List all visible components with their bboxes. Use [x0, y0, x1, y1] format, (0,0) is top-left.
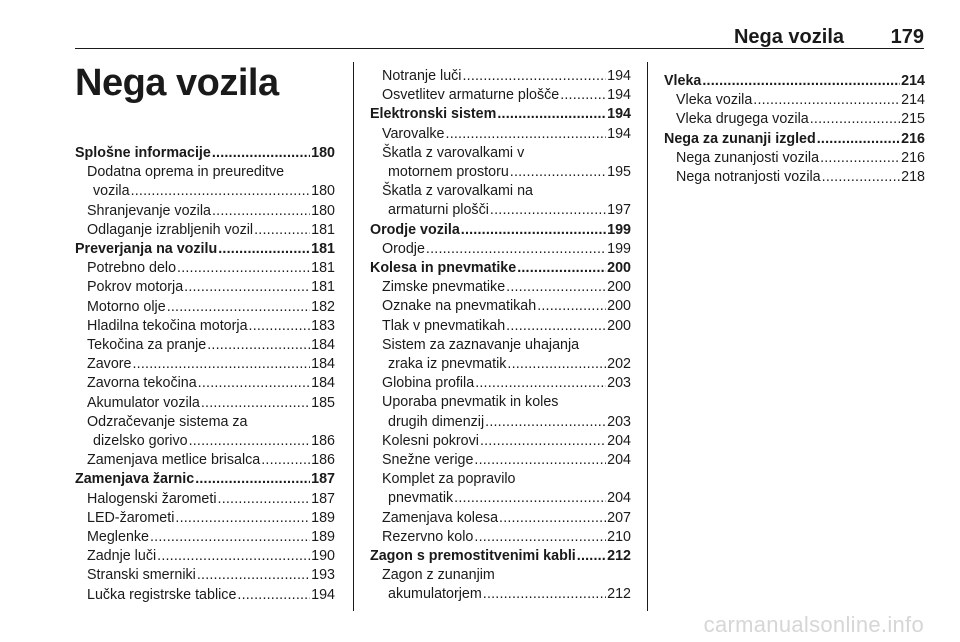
toc-entry[interactable]: [75, 528, 335, 547]
dot-leader: [184, 278, 310, 297]
toc-entry[interactable]: [75, 259, 335, 278]
dot-leader: [820, 149, 900, 168]
toc-page-number: 195: [607, 164, 631, 181]
toc-page-number: 194: [607, 87, 631, 104]
toc-entry-label: Osvetlitev armaturne plošče: [382, 87, 560, 104]
toc-entry[interactable]: [75, 586, 335, 605]
toc-entry-line: Dodatna oprema in preureditve: [87, 164, 285, 181]
toc-entry[interactable]: [75, 547, 335, 566]
toc-entry[interactable]: [370, 297, 631, 316]
toc-page-number: 193: [311, 567, 335, 584]
dot-leader: [212, 202, 310, 221]
dot-leader: [454, 489, 606, 508]
toc-entry-label: pnevmatik: [388, 490, 454, 507]
toc-page-number: 186: [311, 452, 335, 469]
dot-leader: [218, 240, 310, 259]
dot-leader: [475, 374, 606, 393]
toc-entry[interactable]: [75, 374, 335, 393]
toc-page-number: 190: [311, 548, 335, 565]
toc-entry-label: Halogenski žarometi: [87, 490, 217, 507]
toc-section[interactable]: [75, 470, 335, 489]
toc-entry[interactable]: [75, 490, 335, 509]
toc-section[interactable]: [664, 72, 925, 91]
toc-entry[interactable]: [75, 298, 335, 317]
toc-page-number: 202: [607, 356, 631, 373]
toc-page-number: 189: [311, 509, 335, 526]
toc-entry-label: Zamenjava metlice brisalca: [87, 452, 261, 469]
toc-entry[interactable]: [370, 278, 631, 297]
dot-leader: [177, 259, 310, 278]
toc-entry[interactable]: [370, 432, 631, 451]
toc-page-number: 200: [607, 298, 631, 315]
dot-leader: [577, 547, 606, 566]
dot-leader: [426, 240, 606, 259]
toc-entry-label: LED-žarometi: [87, 509, 175, 526]
toc-entry-label: Meglenke: [87, 529, 149, 546]
toc-entry[interactable]: [664, 110, 925, 129]
toc-entry-label: motornem prostoru: [388, 164, 509, 181]
toc-entry[interactable]: [370, 451, 631, 470]
toc-entry-label: Orodje: [382, 240, 425, 257]
toc-entry-label: Lučka registrske tablice: [87, 586, 237, 603]
toc-page-number: 182: [311, 298, 335, 315]
toc-entry-label: zraka iz pnevmatik: [388, 356, 507, 373]
toc-page-number: 200: [607, 279, 631, 296]
toc-entry[interactable]: [664, 168, 925, 187]
toc-page-number: 215: [901, 111, 925, 128]
toc-page-number: 181: [311, 221, 335, 238]
toc-page-number: 181: [311, 260, 335, 277]
toc-page-number: 214: [901, 92, 925, 109]
toc-page-number: 194: [311, 586, 335, 603]
toc-entry-label: Globina profila: [382, 375, 475, 392]
toc-column-2: [370, 67, 631, 605]
dot-leader: [261, 451, 310, 470]
toc-entry-label: Tekočina za pranje: [87, 337, 207, 354]
dot-leader: [133, 355, 311, 374]
toc-page-number: 185: [311, 394, 335, 411]
dot-leader: [461, 221, 606, 240]
dot-leader: [462, 67, 606, 86]
toc-entry[interactable]: [370, 125, 631, 144]
dot-leader: [212, 144, 310, 163]
dot-leader: [157, 547, 310, 566]
dot-leader: [810, 110, 900, 129]
dot-leader: [483, 585, 606, 604]
dot-leader: [497, 105, 606, 124]
toc-page-number: 180: [311, 183, 335, 200]
toc-entry[interactable]: [75, 182, 335, 201]
dot-leader: [560, 86, 606, 105]
toc-page-number: 200: [607, 260, 631, 277]
dot-leader: [218, 490, 311, 509]
toc-entry-label: Zadnje luči: [87, 548, 157, 565]
toc-entry[interactable]: [75, 317, 335, 336]
page-title: Nega vozila: [75, 62, 279, 104]
toc-entry[interactable]: [75, 509, 335, 528]
toc-page-number: 189: [311, 529, 335, 546]
toc-entry-label: drugih dimenzij: [388, 413, 485, 430]
dot-leader: [198, 374, 310, 393]
dot-leader: [195, 470, 310, 489]
toc-entry[interactable]: [370, 201, 631, 220]
toc-entry[interactable]: [370, 86, 631, 105]
page-number: 179: [890, 26, 924, 48]
toc-page-number: 204: [607, 490, 631, 507]
toc-entry-line: Komplet za popravilo: [382, 471, 516, 488]
toc-entry-label: Zavorna tekočina: [87, 375, 197, 392]
toc-page-number: 183: [311, 317, 335, 334]
toc-entry[interactable]: [75, 336, 335, 355]
toc-section[interactable]: [664, 130, 925, 149]
toc-section[interactable]: [75, 240, 335, 259]
toc-entry[interactable]: [370, 585, 631, 604]
toc-section[interactable]: [370, 221, 631, 240]
toc-entry[interactable]: [370, 163, 631, 182]
toc-entry-label: Oznake na pnevmatikah: [382, 298, 537, 315]
toc-entry-label: Vleka drugega vozila: [676, 111, 809, 128]
header-divider: [75, 48, 924, 49]
toc-page-number: 200: [607, 317, 631, 334]
toc-entry-label: Orodje vozila: [370, 221, 460, 238]
toc-page-number: 199: [607, 221, 631, 238]
toc-page-number: 186: [311, 433, 335, 450]
toc-entry-label: Pokrov motorja: [87, 279, 184, 296]
toc-section[interactable]: [370, 259, 631, 278]
dot-leader: [506, 278, 606, 297]
toc-entry-label: Elektronski sistem: [370, 106, 497, 123]
dot-leader: [167, 298, 310, 317]
toc-entry-label: Preverjanja na vozilu: [75, 241, 218, 258]
dot-leader: [197, 566, 310, 585]
dot-leader: [537, 297, 606, 316]
dot-leader: [249, 317, 311, 336]
toc-entry-label: Vleka: [664, 73, 702, 89]
toc-entry-label: vozila: [93, 183, 130, 200]
dot-leader: [201, 394, 310, 413]
dot-leader: [517, 259, 606, 278]
toc-page-number: 199: [607, 240, 631, 257]
toc-entry-label: Potrebno delo: [87, 260, 177, 277]
dot-leader: [753, 91, 900, 110]
toc-entry-label: Kolesa in pnevmatike: [370, 260, 517, 277]
toc-page-number: 184: [311, 375, 335, 392]
toc-entry[interactable]: [370, 374, 631, 393]
toc-page-number: 181: [311, 279, 335, 296]
toc-entry-label: Nega zunanjosti vozila: [676, 149, 820, 166]
toc-entry-label: Rezervno kolo: [382, 528, 474, 545]
toc-entry-label: Varovalke: [382, 125, 445, 142]
dot-leader: [702, 72, 900, 91]
toc-entry[interactable]: [370, 317, 631, 336]
toc-entry[interactable]: [664, 149, 925, 168]
dot-leader: [207, 336, 310, 355]
dot-leader: [499, 509, 606, 528]
dot-leader: [817, 130, 900, 149]
dot-leader: [480, 432, 606, 451]
toc-column-1: [75, 144, 335, 605]
toc-entry-label: Zamenjava žarnic: [75, 471, 195, 488]
toc-page-number: 218: [901, 169, 925, 186]
toc-entry[interactable]: [370, 509, 631, 528]
toc-entry[interactable]: [370, 67, 631, 86]
toc-entry-label: Vleka vozila: [676, 92, 753, 109]
toc-entry[interactable]: [75, 394, 335, 413]
toc-entry-label: Shranjevanje vozila: [87, 202, 211, 219]
toc-page-number: 210: [607, 528, 631, 545]
toc-page-number: 184: [311, 337, 335, 354]
toc-column-3: [664, 72, 925, 187]
toc-entry-label: Odlaganje izrabljenih vozil: [87, 221, 254, 238]
toc-entry-label: armaturni plošči: [388, 202, 489, 219]
dot-leader: [490, 201, 606, 220]
toc-entry[interactable]: [370, 355, 631, 374]
toc-page-number: 194: [607, 106, 631, 123]
toc-entry-label: Stranski smerniki: [87, 567, 196, 584]
dot-leader: [506, 317, 606, 336]
toc-section[interactable]: [370, 547, 631, 566]
toc-page-number: 203: [607, 375, 631, 392]
toc-entry[interactable]: [370, 489, 631, 508]
toc-entry[interactable]: [75, 432, 335, 451]
dot-leader: [822, 168, 901, 187]
watermark: carmanualsonline.info: [703, 612, 924, 637]
toc-entry[interactable]: [664, 91, 925, 110]
toc-page-number: 187: [311, 471, 335, 488]
toc-entry-label: Hladilna tekočina motorja: [87, 317, 248, 334]
toc-section[interactable]: [75, 144, 335, 163]
dot-leader: [237, 586, 310, 605]
toc-page-number: 204: [607, 452, 631, 469]
toc-page-number: 207: [607, 509, 631, 526]
toc-page-number: 181: [311, 241, 335, 258]
toc-entry[interactable]: [370, 240, 631, 259]
toc-entry-line: Uporaba pnevmatik in koles: [382, 394, 559, 411]
toc-page-number: 194: [607, 68, 631, 84]
toc-entry-label: Zamenjava kolesa: [382, 509, 499, 526]
toc-page-number: 212: [607, 586, 631, 603]
dot-leader: [189, 432, 311, 451]
toc-entry-label: Motorno olje: [87, 298, 166, 315]
toc-entry-label: Nega notranjosti vozila: [676, 169, 821, 186]
toc-entry[interactable]: [370, 413, 631, 432]
toc-page-number: 204: [607, 432, 631, 449]
toc-entry-line: Škatla z varovalkami v: [382, 144, 525, 161]
toc-page-number: 203: [607, 413, 631, 430]
toc-entry[interactable]: [75, 221, 335, 240]
dot-leader: [507, 355, 606, 374]
dot-leader: [485, 413, 606, 432]
toc-entry-label: Tlak v pnevmatikah: [382, 317, 506, 334]
toc-entry[interactable]: [75, 566, 335, 585]
dot-leader: [150, 528, 310, 547]
toc-page-number: 194: [607, 125, 631, 142]
toc-page-number: 180: [311, 202, 335, 219]
dot-leader: [254, 221, 310, 240]
toc-entry-label: dizelsko gorivo: [93, 433, 188, 450]
toc-entry-line: Škatla z varovalkami na: [382, 183, 533, 200]
toc-page-number: 197: [607, 202, 631, 219]
toc-page-number: 216: [901, 130, 925, 147]
toc-entry-label: akumulatorjem: [388, 586, 482, 603]
toc-entry-line: Sistem za zaznavanje uhajanja: [382, 336, 580, 353]
toc-section[interactable]: [370, 105, 631, 124]
dot-leader: [446, 125, 607, 144]
toc-page-number: 184: [311, 356, 335, 373]
toc-entry[interactable]: [370, 528, 631, 547]
toc-entry-label: Zavore: [87, 356, 132, 373]
toc-page-number: 216: [901, 149, 925, 166]
toc-entry-label: Nega za zunanji izgled: [664, 130, 816, 147]
toc-entry-label: Notranje luči: [382, 68, 462, 84]
dot-leader: [474, 528, 606, 547]
running-header-title: Nega vozila: [733, 26, 844, 48]
toc-page-number: 214: [901, 73, 925, 89]
toc-page-number: 180: [311, 145, 335, 161]
dot-leader: [510, 163, 606, 182]
page-header: [75, 26, 924, 48]
column-divider-2: [647, 62, 648, 611]
toc-entry-label: Snežne verige: [382, 452, 474, 469]
toc-entry-line: Odzračevanje sistema za: [87, 413, 248, 430]
toc-entry-label: Kolesni pokrovi: [382, 432, 479, 449]
dot-leader: [175, 509, 310, 528]
toc-entry[interactable]: [75, 451, 335, 470]
toc-page-number: 187: [311, 490, 335, 507]
column-divider-1: [353, 62, 354, 611]
toc-entry-line: Zagon z zunanjim: [382, 567, 495, 584]
toc-entry-label: Splošne informacije: [75, 145, 211, 161]
toc-entry[interactable]: [75, 202, 335, 221]
toc-entry-label: Zagon s premostitvenimi kabli: [370, 548, 576, 565]
dot-leader: [474, 451, 606, 470]
dot-leader: [131, 182, 311, 201]
toc-entry[interactable]: [75, 278, 335, 297]
toc-page-number: 212: [607, 548, 631, 565]
toc-entry[interactable]: [75, 355, 335, 374]
toc-entry-label: Zimske pnevmatike: [382, 279, 506, 296]
toc-entry-label: Akumulator vozila: [87, 394, 200, 411]
